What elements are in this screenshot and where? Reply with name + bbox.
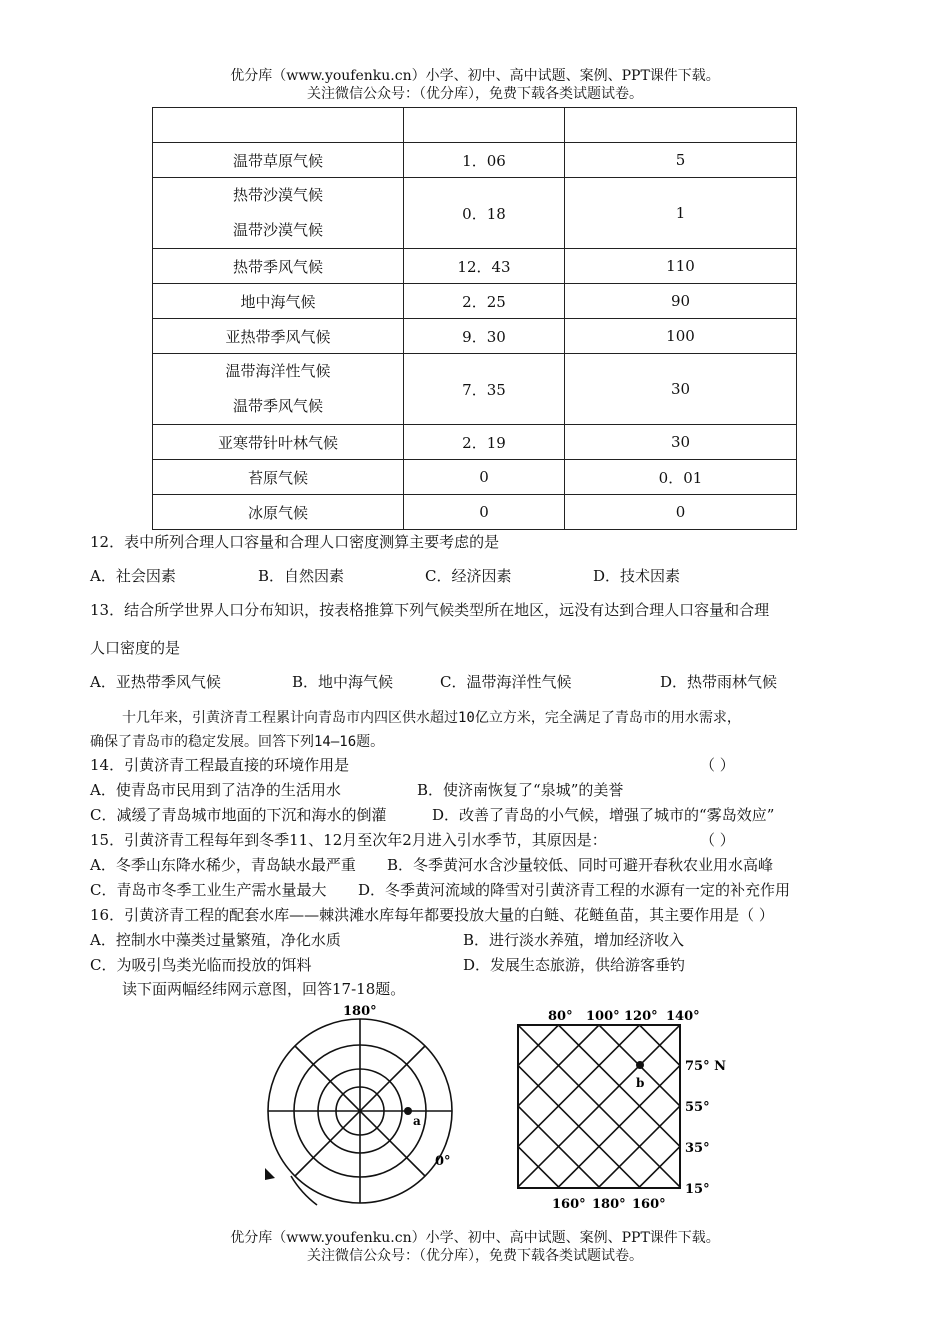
density-cell: 110	[565, 249, 797, 284]
table-row	[153, 354, 797, 425]
table-row	[153, 495, 797, 530]
q16-option-d: D．发展生态旅游，供给游客垂钓	[463, 956, 686, 974]
point-a-label: a	[413, 1114, 421, 1128]
top-label-120: 120°	[624, 1009, 658, 1024]
polar-graticule-figure	[255, 1000, 470, 1215]
climate-cell	[153, 354, 404, 425]
header-line-2: 关注微信公众号：（优分库），免费下载各类试题试卷。	[307, 86, 643, 102]
q13-stem-line2: 人口密度的是	[90, 639, 181, 657]
table-cell	[404, 108, 565, 143]
q17-intro: 读下面两幅经纬网示意图，回答17-18题。	[122, 980, 406, 998]
table-row	[153, 284, 797, 319]
q15-answer-paren: （ ）	[700, 831, 735, 849]
q13-option-d: D．热带雨林气候	[660, 673, 778, 691]
q14-option-d: D．改善了青岛的小气候，增强了城市的“雾岛效应”	[432, 806, 775, 824]
graticule-diagonal	[500, 1025, 599, 1188]
table-row	[153, 319, 797, 354]
graticule-diagonal	[721, 1025, 741, 1188]
table-cell	[153, 108, 404, 143]
density-cell: 0	[565, 495, 797, 530]
bottom-label-180: 180°	[592, 1197, 626, 1212]
rotation-arrowhead-icon	[265, 1168, 275, 1180]
climate-line: 温带沙漠气候	[232, 221, 323, 239]
q15-option-b: B．冬季黄河水含沙量较低、同时可避开春秋农业用水高峰	[387, 856, 774, 874]
label-0: 0°	[435, 1154, 451, 1169]
point-a-marker	[404, 1107, 412, 1115]
capacity-cell: 0	[404, 495, 565, 530]
top-label-100: 100°	[586, 1009, 620, 1024]
q14-option-a: A．使青岛市民用到了洁净的生活用水	[90, 781, 341, 799]
climate-cell: 亚热带季风气候	[153, 319, 404, 354]
right-label-55: 55°	[685, 1100, 710, 1115]
graticule-diagonal	[500, 1025, 641, 1188]
capacity-cell: 2．25	[404, 284, 565, 319]
q16-option-a: A．控制水中藻类过量繁殖，净化水质	[90, 931, 341, 949]
bottom-label-160w: 160°	[552, 1197, 586, 1212]
climate-cell: 地中海气候	[153, 284, 404, 319]
density-cell: 100	[565, 319, 797, 354]
density-cell: 5	[565, 143, 797, 178]
passage-line1: 十几年来，引黄济青工程累计向青岛市内四区供水超过10亿立方米，完全满足了青岛市的用水需求，	[122, 710, 741, 726]
climate-cell: 温带草原气候	[153, 143, 404, 178]
table-row	[153, 460, 797, 495]
table-row	[153, 178, 797, 249]
capacity-cell: 7．35	[404, 354, 565, 425]
density-cell: 1	[565, 178, 797, 249]
label-180: 180°	[343, 1004, 377, 1019]
bottom-label-160e: 160°	[632, 1197, 666, 1212]
graticule-diagonal	[500, 1025, 518, 1188]
graticule-diagonal	[500, 1025, 600, 1188]
climate-population-table	[152, 107, 797, 530]
header-line-1: 优分库（www.youfenku.cn）小学、初中、高中试题、案例、PPT课件下载。	[230, 68, 720, 84]
top-label-140: 140°	[666, 1009, 700, 1024]
q14-option-b: B．使济南恢复了“泉城”的美誉	[417, 781, 624, 799]
q12-option-c: C．经济因素	[425, 567, 512, 585]
right-label-15: 15°	[685, 1182, 710, 1197]
footer-line-1: 优分库（www.youfenku.cn）小学、初中、高中试题、案例、PPT课件下载。	[230, 1230, 720, 1246]
point-b-marker	[636, 1061, 644, 1069]
table-header-row	[153, 108, 797, 143]
climate-line: 温带季风气候	[232, 397, 323, 415]
q15-option-a: A．冬季山东降水稀少，青岛缺水最严重	[90, 856, 356, 874]
climate-cell: 亚寒带针叶林气候	[153, 425, 404, 460]
footer-line-2: 关注微信公众号：（优分库），免费下载各类试题试卷。	[307, 1248, 643, 1264]
q13-options	[90, 671, 890, 691]
q15-stem: 15．引黄济青工程每年到冬季11、12月至次年2月进入引水季节，其原因是：	[90, 831, 607, 849]
capacity-cell: 1．06	[404, 143, 565, 178]
q12-option-d: D．技术因素	[593, 567, 681, 585]
graticule-diagonal	[598, 1025, 740, 1188]
q13-option-b: B．地中海气候	[292, 673, 394, 691]
q13-option-a: A．亚热带季风气候	[90, 673, 221, 691]
q16-stem: 16．引黄济青工程的配套水库——棘洪滩水库每年都要投放大量的白鲢、花鲢鱼苗，其主要作用是（ ）	[90, 906, 774, 924]
right-label-75n: 75° N	[685, 1059, 726, 1074]
density-cell: 90	[565, 284, 797, 319]
point-b-label: b	[636, 1076, 645, 1090]
q14-option-c: C．减缓了青岛城市地面的下沉和海水的倒灌	[90, 806, 387, 824]
rect-graticule-figure	[500, 1003, 740, 1215]
graticule-diagonal	[500, 1025, 560, 1188]
q15-option-c: C．青岛市冬季工业生产需水量最大	[90, 881, 327, 899]
q16-option-c: C．为吸引鸟类光临而投放的饵料	[90, 956, 312, 974]
density-cell: 0．01	[565, 460, 797, 495]
climate-cell: 苔原气候	[153, 460, 404, 495]
table-row	[153, 249, 797, 284]
q16-option-b: B．进行淡水养殖，增加经济收入	[463, 931, 685, 949]
climate-cell	[153, 178, 404, 249]
q14-stem: 14．引黄济青工程最直接的环境作用是	[90, 756, 350, 774]
passage-line2: 确保了青岛市的稳定发展。回答下列14—16题。	[90, 734, 385, 750]
table-row	[153, 143, 797, 178]
q15-option-d: D．冬季黄河流域的降雪对引黄济青工程的水源有一定的补充作用	[358, 881, 791, 899]
q13-option-c: C．温带海洋性气候	[440, 673, 572, 691]
density-cell: 30	[565, 425, 797, 460]
climate-line: 热带沙漠气候	[232, 186, 323, 204]
climate-cell: 热带季风气候	[153, 249, 404, 284]
top-label-80: 80°	[548, 1009, 573, 1024]
climate-cell: 冰原气候	[153, 495, 404, 530]
graticule-diagonal	[599, 1025, 740, 1188]
capacity-cell: 0	[404, 460, 565, 495]
climate-line: 温带海洋性气候	[225, 362, 331, 380]
capacity-cell: 9．30	[404, 319, 565, 354]
q13-stem-line1: 13．结合所学世界人口分布知识，按表格推算下列气候类型所在地区，远没有达到合理人口容量和合理	[90, 601, 770, 619]
graticule-diagonal	[500, 1025, 519, 1188]
capacity-cell: 2．19	[404, 425, 565, 460]
density-cell: 30	[565, 354, 797, 425]
q12-option-b: B．自然因素	[258, 567, 345, 585]
q12-option-a: A．社会因素	[90, 567, 176, 585]
table-cell	[565, 108, 797, 143]
right-label-35: 35°	[685, 1141, 710, 1156]
q12-options	[90, 565, 890, 585]
capacity-cell: 0．18	[404, 178, 565, 249]
q12-stem: 12．表中所列合理人口容量和合理人口密度测算主要考虑的是	[90, 533, 500, 551]
capacity-cell: 12．43	[404, 249, 565, 284]
table-row	[153, 425, 797, 460]
graticule-diagonal	[500, 1025, 640, 1188]
q14-answer-paren: （ ）	[700, 756, 735, 774]
graticule-diagonal	[500, 1025, 559, 1188]
